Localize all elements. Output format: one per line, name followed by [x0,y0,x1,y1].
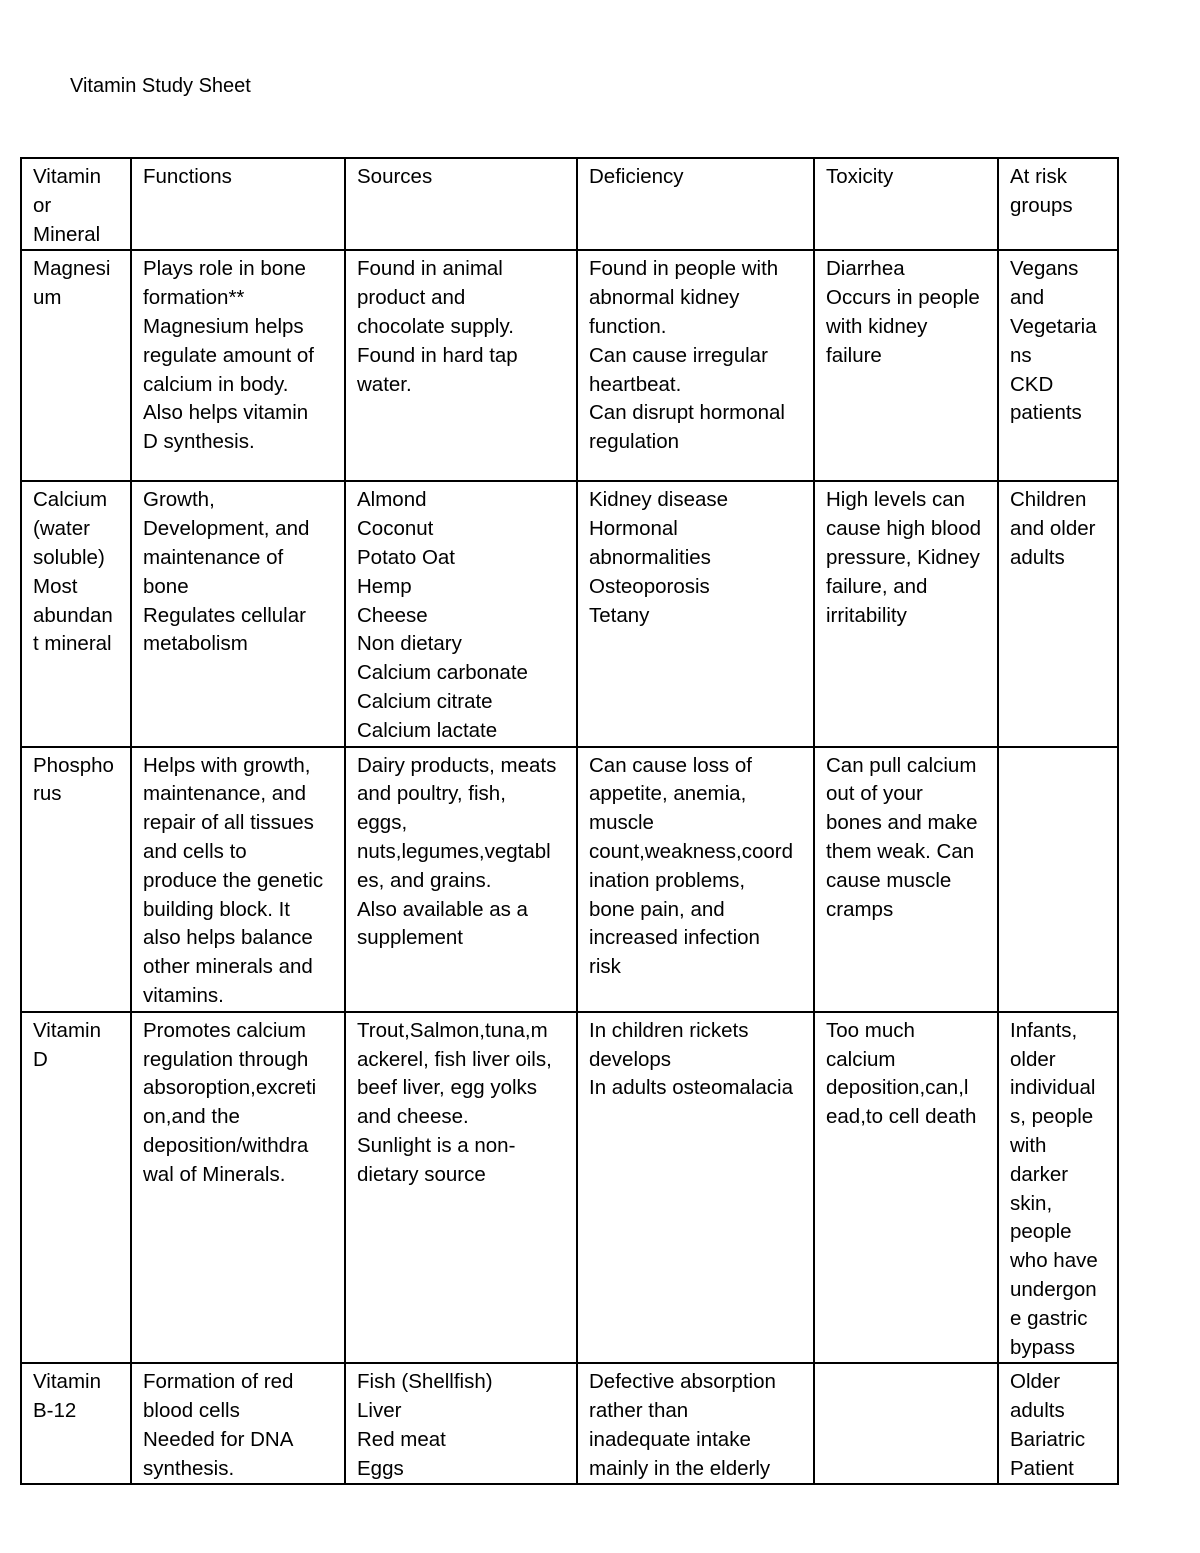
table-row-vitamin-d [21,1012,1118,1364]
cell-functions [131,250,345,481]
cell-line: Sunlight is a non- [357,1133,516,1157]
cell-line: maintenance of [143,545,284,569]
cell-vitamin [21,1012,131,1364]
cell-line: failure, and [826,574,928,598]
cell-line: Can disrupt hormonal [589,401,785,425]
cell-line: Found in people with [589,257,779,281]
cell-line: eggs, [357,811,408,835]
cell-line: increased infection [589,926,760,950]
cell-line: soluble) [33,545,105,569]
table-row-vitamin-b12 [21,1363,1118,1484]
cell-line: other minerals and [143,955,313,979]
cell-line: rus [33,782,62,806]
cell-line: Found in animal [357,257,503,281]
cell-line: on,and the [143,1105,240,1129]
cell-line: count,weakness,coord [589,839,793,863]
cell-functions [131,481,345,746]
cell-deficiency [577,481,814,746]
cell-line: Older [1010,1370,1061,1394]
cell-line: Hormonal [589,517,678,541]
cell-line: heartbeat. [589,372,682,396]
cell-line: abundan [33,603,113,627]
cell-line: beef liver, egg yolks [357,1076,538,1100]
cell-line: pressure, Kidney [826,545,980,569]
cell-line: darker [1010,1162,1069,1186]
cell-line: cause muscle [826,868,952,892]
cell-line: Trout,Salmon,tuna,m [357,1018,548,1042]
cell-line: Magnesium helps [143,314,304,338]
cell-line: produce the genetic [143,868,324,892]
cell-line: Bariatric [1010,1427,1086,1451]
cell-line: nuts,legumes,vegtabl [357,839,551,863]
cell-line: people [1010,1220,1072,1244]
cell-line: Magnesi [33,257,111,281]
cell-line: maintenance, and [143,782,306,806]
table-row-phosphorus [21,747,1118,1012]
cell-line: es, and grains. [357,868,492,892]
header-cell-vitamin [21,158,131,250]
cell-at-risk [998,481,1118,746]
cell-line: Functions [143,165,232,188]
cell-line: mainly in the elderly [589,1456,771,1480]
cell-line: Infants, [1010,1018,1078,1042]
cell-line: bone pain, and [589,897,725,921]
cell-line: Children [1010,488,1087,512]
cell-functions [131,747,345,1012]
cell-line: chocolate supply. [357,314,514,338]
cell-line: Formation of red [143,1370,294,1394]
cell-line: calcium in body. [143,372,289,396]
cell-line: D synthesis. [143,430,255,454]
cell-line: bone [143,574,189,598]
cell-sources [345,747,577,1012]
cell-line: Can cause loss of [589,753,752,777]
cell-line: Dairy products, meats [357,753,557,777]
cell-deficiency [577,1012,814,1364]
cell-line: regulation through [143,1047,309,1071]
cell-line: Calcium [33,488,108,512]
cell-line: synthesis. [143,1456,235,1480]
cell-sources [345,1012,577,1364]
cell-line: In adults osteomalacia [589,1076,793,1100]
cell-line: Toxicity [826,165,894,188]
header-cell-sources [345,158,577,250]
cell-line: e gastric [1010,1306,1088,1330]
cell-at-risk [998,747,1118,1012]
cell-line: dietary source [357,1162,486,1186]
cell-line: Regulates cellular [143,603,306,627]
cell-vitamin [21,250,131,481]
cell-line: older [1010,1047,1056,1071]
cell-vitamin [21,1363,131,1484]
cell-line: (water [33,517,90,541]
cell-line: Calcium citrate [357,689,493,713]
cell-line: abnormal kidney [589,286,740,310]
cell-line: Phospho [33,753,114,777]
cell-line: Growth, [143,488,215,512]
cell-line: irritability [826,603,907,627]
cell-line: Vitamin [33,165,101,188]
cell-functions [131,1012,345,1364]
table-row-calcium [21,481,1118,746]
header-cell-functions [131,158,345,250]
cell-line: t mineral [33,632,112,656]
cell-line: Also helps vitamin [143,401,309,425]
cell-line: building block. It [143,897,291,921]
cell-line: Almond [357,488,427,512]
cell-toxicity [814,1012,998,1364]
cell-line: with kidney [826,314,928,338]
cell-line: High levels can [826,488,966,512]
cell-line: Hemp [357,574,412,598]
cell-line: Defective absorption [589,1370,776,1394]
cell-line: inadequate intake [589,1427,751,1451]
cell-toxicity [814,747,998,1012]
cell-line: wal of Minerals. [143,1162,286,1186]
cell-line: groups [1010,193,1073,217]
cell-toxicity [814,1363,998,1484]
cell-line: CKD [1010,372,1054,396]
cell-line: Vegans [1010,257,1079,281]
cell-line: Sources [357,165,433,188]
cell-line: Diarrhea [826,257,905,281]
cell-line: patients [1010,401,1082,425]
cell-deficiency [577,747,814,1012]
cell-line: deposition,can,l [826,1076,969,1100]
cell-line: absoroption,excreti [143,1076,317,1100]
cell-line: Deficiency [589,165,684,188]
cell-line: Mineral [33,222,101,246]
cell-line: Most [33,574,78,598]
cell-line: bones and make [826,811,978,835]
cell-line: s, people [1010,1105,1094,1129]
cell-line: abnormalities [589,545,711,569]
cell-line: them weak. Can [826,839,975,863]
cell-line: also helps balance [143,926,313,950]
cell-line: cramps [826,897,894,921]
cell-line: ead,to cell death [826,1105,977,1129]
cell-line: Vitamin [33,1370,101,1394]
cell-line: and cells to [143,839,247,863]
cell-line: Eggs [357,1456,404,1480]
cell-line: regulation [589,430,680,454]
cell-line: Vegetaria [1010,314,1097,338]
cell-line: and older [1010,517,1096,541]
cell-line: In children rickets [589,1018,749,1042]
cell-functions [131,1363,345,1484]
cell-line: Plays role in bone [143,257,306,281]
cell-line: muscle [589,811,654,835]
cell-line: Helps with growth, [143,753,311,777]
cell-line: D [33,1047,48,1071]
cell-line: calcium [826,1047,896,1071]
cell-line: Vitamin [33,1018,101,1042]
cell-line: Kidney disease [589,488,729,512]
cell-line: blood cells [143,1399,240,1423]
cell-line: um [33,286,62,310]
cell-line: Promotes calcium [143,1018,306,1042]
cell-toxicity [814,250,998,481]
cell-line: adults [1010,545,1065,569]
cell-line: Too much [826,1018,915,1042]
cell-line: who have [1010,1249,1098,1273]
cell-line: formation** [143,286,245,310]
cell-line: Coconut [357,517,434,541]
cell-line: and [1010,286,1045,310]
document-title: Vitamin Study Sheet [70,75,251,97]
cell-line: Osteoporosis [589,574,710,598]
cell-line: Needed for DNA [143,1427,294,1451]
cell-line: or [33,193,52,217]
cell-line: metabolism [143,632,248,656]
vitamin-table [20,157,1119,1485]
cell-line: undergon [1010,1277,1097,1301]
cell-line: Occurs in people [826,286,980,310]
cell-line: supplement [357,926,463,950]
cell-line: Development, and [143,517,310,541]
cell-toxicity [814,481,998,746]
cell-line: Can pull calcium [826,753,977,777]
cell-at-risk [998,1012,1118,1364]
cell-line: Found in hard tap [357,343,518,367]
cell-line: Calcium lactate [357,718,498,742]
cell-line: Liver [357,1399,402,1423]
cell-line: adults [1010,1399,1065,1423]
cell-line: water. [357,372,412,396]
cell-line: Tetany [589,603,650,627]
table-header-row [21,158,1118,250]
cell-line: regulate amount of [143,343,314,367]
cell-line: Also available as a [357,897,528,921]
cell-line: cause high blood [826,517,982,541]
cell-line: At risk [1010,165,1067,188]
cell-line: appetite, anemia, [589,782,747,806]
header-cell-toxicity [814,158,998,250]
cell-line: bypass [1010,1335,1075,1359]
cell-line: Red meat [357,1427,446,1451]
cell-sources [345,1363,577,1484]
cell-line: Fish (Shellfish) [357,1370,493,1394]
header-cell-at-risk [998,158,1118,250]
cell-deficiency [577,250,814,481]
cell-line: deposition/withdra [143,1133,309,1157]
cell-line: risk [589,955,621,979]
cell-line: function. [589,314,667,338]
cell-line: Patient [1010,1456,1074,1480]
cell-line: individual [1010,1076,1096,1100]
cell-line: ns [1010,343,1032,367]
cell-sources [345,250,577,481]
cell-line: develops [589,1047,672,1071]
cell-at-risk [998,250,1118,481]
cell-line: out of your [826,782,923,806]
cell-vitamin [21,481,131,746]
cell-line: product and [357,286,466,310]
cell-line: and cheese. [357,1105,469,1129]
cell-deficiency [577,1363,814,1484]
cell-line: Cheese [357,603,428,627]
cell-line: and poultry, fish, [357,782,506,806]
cell-line: ackerel, fish liver oils, [357,1047,552,1071]
cell-line: Non dietary [357,632,462,656]
cell-line: ination problems, [589,868,746,892]
cell-vitamin [21,747,131,1012]
cell-line: rather than [589,1399,689,1423]
cell-line: repair of all tissues [143,811,314,835]
cell-at-risk [998,1363,1118,1484]
cell-line: Calcium carbonate [357,661,528,685]
cell-line: with [1010,1133,1047,1157]
cell-line: Potato Oat [357,545,456,569]
table-row-magnesium [21,250,1118,481]
cell-sources [345,481,577,746]
cell-line: skin, [1010,1191,1053,1215]
cell-line: B-12 [33,1399,77,1423]
header-cell-deficiency [577,158,814,250]
cell-line: failure [826,343,882,367]
cell-line: Can cause irregular [589,343,768,367]
cell-line: vitamins. [143,983,224,1007]
